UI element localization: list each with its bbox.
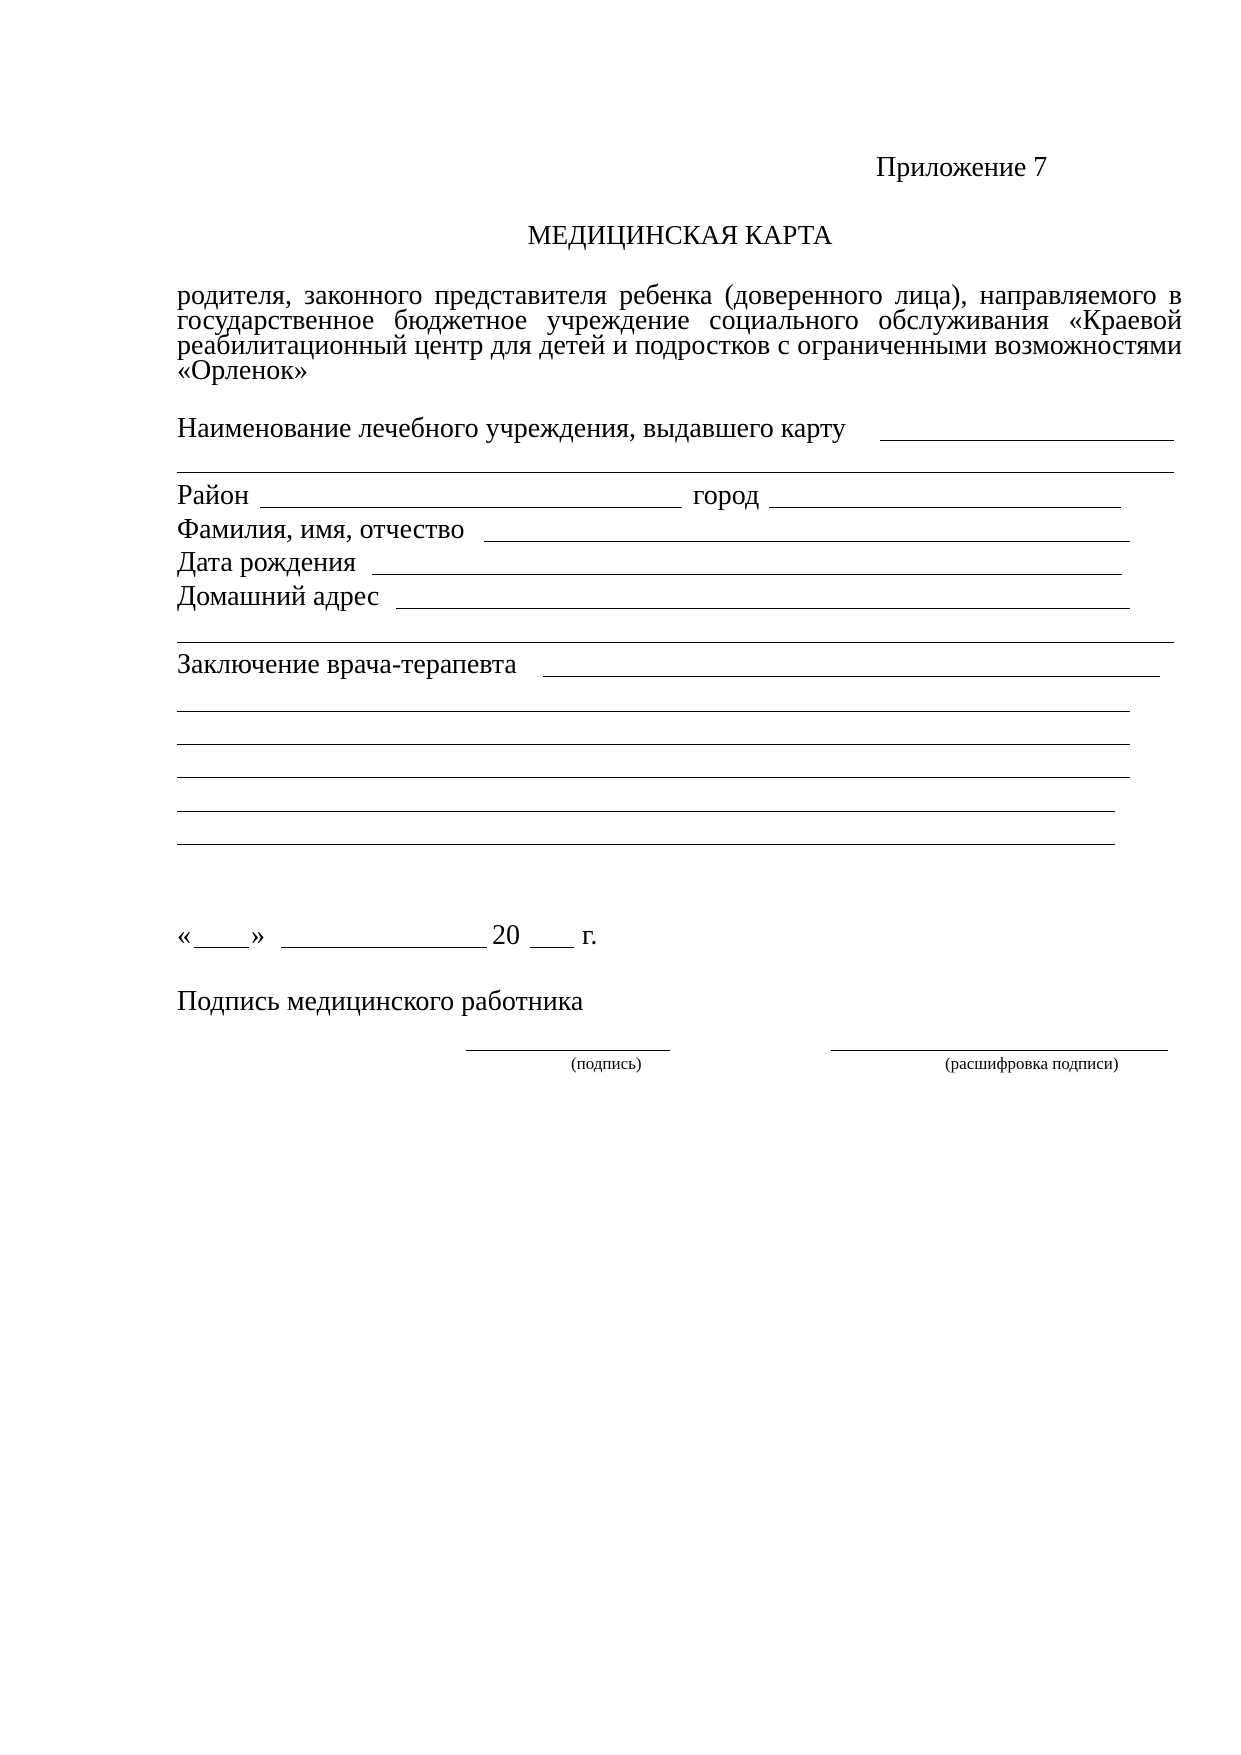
- date-close-quote: »: [251, 920, 265, 951]
- conclusion-line[interactable]: [177, 744, 1130, 745]
- institution-field-continued[interactable]: [177, 472, 1174, 473]
- city-label: город: [693, 480, 760, 511]
- institution-label: Наименование лечебного учреждения, выдавшего карту: [177, 413, 846, 444]
- home-address-label: Домашний адрес: [177, 581, 380, 612]
- home-address-field-continued[interactable]: [177, 642, 1174, 643]
- signature-field[interactable]: [466, 1050, 670, 1051]
- conclusion-line[interactable]: [177, 711, 1130, 712]
- date-century: 20: [492, 920, 520, 951]
- full-name-label: Фамилия, имя, отчество: [177, 514, 465, 545]
- intro-paragraph: родителя, законного представителя ребенка (доверенного лица), направляемого в государственное бюджетное учреждение социального обслуживания «Краевой реабилитационный центр для детей и подростков с ограниченными возможностями «Орленок»: [177, 280, 1182, 386]
- year-field[interactable]: [530, 947, 574, 948]
- document-title: МЕДИЦИНСКАЯ КАРТА: [527, 220, 833, 250]
- city-field[interactable]: [769, 507, 1121, 508]
- date-open-quote: «: [177, 920, 191, 951]
- conclusion-line[interactable]: [177, 844, 1115, 845]
- birth-date-label: Дата рождения: [177, 547, 356, 578]
- therapist-conclusion-label: Заключение врача-терапевта: [177, 649, 517, 680]
- birth-date-field[interactable]: [372, 574, 1122, 575]
- district-label: Район: [177, 480, 249, 511]
- month-field[interactable]: [281, 947, 487, 948]
- signature-label: Подпись медицинского работника: [177, 986, 584, 1017]
- appendix-number: Приложение 7: [876, 152, 1048, 183]
- institution-field[interactable]: [880, 440, 1174, 441]
- district-field[interactable]: [260, 507, 682, 508]
- day-field[interactable]: [194, 947, 249, 948]
- date-year-suffix: г.: [582, 920, 598, 951]
- therapist-conclusion-field[interactable]: [543, 676, 1160, 677]
- conclusion-line[interactable]: [177, 777, 1130, 778]
- full-name-field[interactable]: [484, 541, 1130, 542]
- signature-decoding-field[interactable]: [831, 1050, 1168, 1051]
- home-address-field[interactable]: [396, 608, 1130, 609]
- signature-decoding-caption: (расшифровка подписи): [945, 1054, 1119, 1073]
- conclusion-line[interactable]: [177, 811, 1115, 812]
- signature-caption: (подпись): [571, 1054, 642, 1073]
